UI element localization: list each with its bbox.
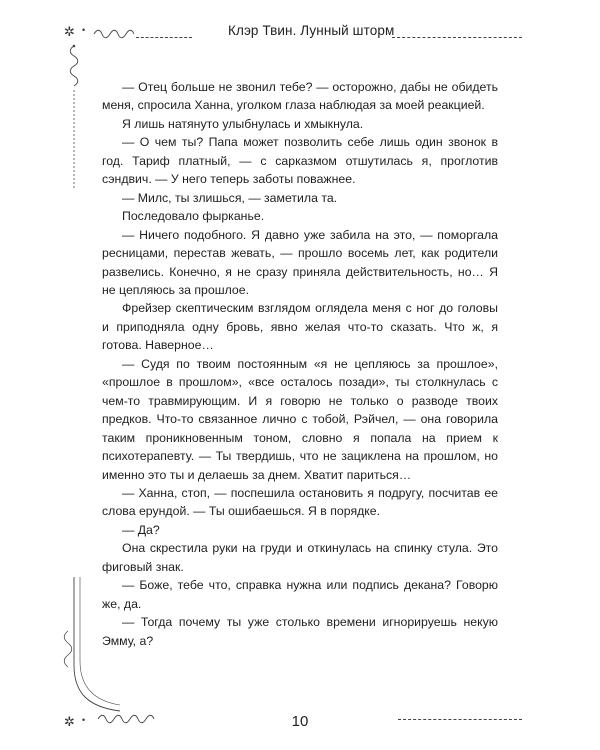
- running-title: Клэр Твин. Лунный шторм: [228, 23, 395, 38]
- paragraph: — Ханна, стоп, — поспешила остановить я подругу, посчитав ее слова ерундой. — Ты ошибаешься. Я в порядке.: [102, 485, 498, 519]
- paragraph: Фрейзер скептическим взглядом оглядела меня с ног до головы и приподняла одну бровь, явно желая что-то сказать. Что ж, я готова. Наверное…: [102, 301, 498, 353]
- paragraph: — Судя по твоим постоянным «я не цепляюсь за прошлое», «прошлое в прошлом», «все осталось позади», ты столкнулась с чем-то травмирующим. И я говорю не только о разводе твоих предков. Что-то связанное лично с тобой, Рэйчел, — она говорила таким проникновенным тоном, словно я попала на прием к психотерапевту. — Ты твердишь, что не зациклена на прошлом, но именно это ты и делаешь за днем. Хватит париться…: [102, 356, 498, 482]
- footer-star-ornament-icon: ✲: [64, 714, 75, 729]
- footer-dot-ornament-icon: •: [82, 715, 86, 725]
- paragraph: — Милс, ты злишься, — заметила та.: [122, 190, 338, 205]
- body-text: [102, 78, 498, 650]
- paragraph: — Боже, тебе что, справка нужна или подпись декана? Говорю же, да.: [102, 578, 498, 611]
- paragraph: — Отец больше не звонил тебе? — осторожно, дабы не обидеть меня, спросила Ханна, уголком глаза наблюдая за моей реакцией.: [102, 80, 498, 113]
- footer-rule-right: [398, 719, 522, 720]
- paragraph: Я лишь натянуто улыбнулась и хмыкнула.: [122, 116, 364, 131]
- page-header: [0, 22, 600, 50]
- paragraph: — О чем ты? Папа может позволить себе лишь один звонок в год. Тариф платный, — с сарказмом отшутилась я, проглотив сэндвич. — У него теперь заботы поважнее.: [102, 135, 498, 187]
- paragraph: Последовало фырканье.: [122, 209, 265, 224]
- dot-ornament-icon: •: [82, 25, 86, 35]
- paragraph: — Да?: [122, 522, 160, 537]
- header-rule-left: [136, 37, 192, 38]
- paragraph: Она скрестила руки на груди и откинулась на спинку стула. Это фиговый знак.: [102, 541, 498, 574]
- star-ornament-icon: ✲: [64, 24, 75, 39]
- paragraph: — Ничего подобного. Я давно уже забила на это, — поморгала ресницами, перестав жевать, — прошло восемь лет, как родители развелись. Конечно, я не сразу приняла действительность, но… Я не цепляюсь за прошлое.: [102, 227, 498, 297]
- page-number: 10: [291, 713, 309, 730]
- header-flourish-icon: [92, 28, 136, 40]
- paragraph: — Тогда почему ты уже столько времени игнорируешь некую Эмму, а?: [102, 615, 498, 648]
- header-rule-right: [392, 37, 522, 38]
- vertical-flourish-top-icon: [64, 44, 84, 192]
